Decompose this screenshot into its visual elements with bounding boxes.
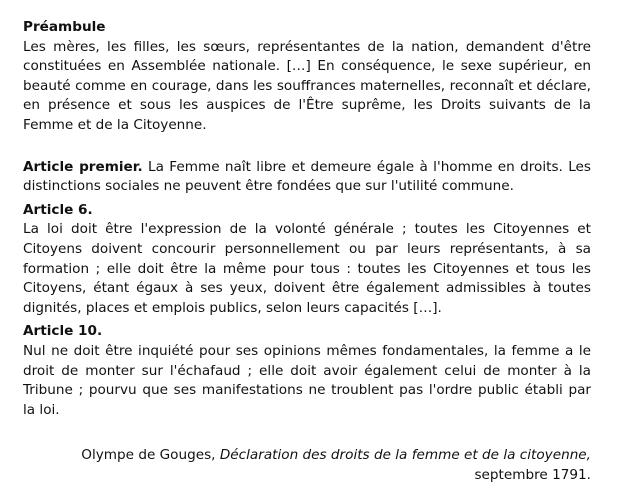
preambule-text: Les mères, les filles, les sœurs, représentantes de la nation, demandent d'être constituées en Assemblée nationale. […] En conséquence, le sexe supérieur, en beauté comme en courage, dans les souffrances maternelles, reconnaît et déclare, en présence et sous les auspices de l'Être suprême, les Droits suivants de la Femme et de la Citoyenne.: [23, 38, 591, 133]
citation-author: Olympe de Gouges,: [81, 447, 220, 464]
citation: [23, 446, 591, 485]
article-6-section: [23, 201, 591, 319]
article-10-section: [23, 322, 591, 420]
article-premier-paragraph: [23, 158, 591, 197]
spacer: [23, 420, 591, 446]
preambule-title: Préambule: [23, 19, 106, 35]
article-premier-title: Article premier.: [23, 158, 143, 175]
article-6-title: Article 6.: [23, 201, 93, 218]
spacer: [23, 136, 591, 158]
preambule-section: [23, 18, 591, 136]
citation-work: Déclaration des droits de la femme et de la citoyenne,: [219, 447, 591, 464]
document-page: [23, 18, 591, 485]
article-10-title: Article 10.: [23, 323, 103, 340]
article-premier-text: La Femme naît libre et demeure égale à l'homme en droits. Les distinctions sociales ne peuvent être fondées que sur l'utilité commune.: [23, 158, 591, 195]
article-6-text: La loi doit être l'expression de la volonté générale ; toutes les Citoyennes et Citoyens doivent concourir personnellement ou par leurs représentants, à sa formation ; elle doit être la même pour tous : toutes les Citoyennes et tous les Citoyens, étant égaux à ses yeux, doivent être également admissibles à toutes dignités, places et emplois publics, selon leurs capacités […].: [23, 221, 591, 316]
article-10-text: Nul ne doit être inquiété pour ses opinions mêmes fondamentales, la femme a le droit de monter sur l'échafaud ; elle doit avoir également celui de monter à la Tribune ; pourvu que ses manifestations ne troublent pas l'ordre public établi par la loi.: [23, 342, 591, 418]
article-premier-section: [23, 158, 591, 197]
citation-date: septembre 1791.: [474, 466, 591, 483]
